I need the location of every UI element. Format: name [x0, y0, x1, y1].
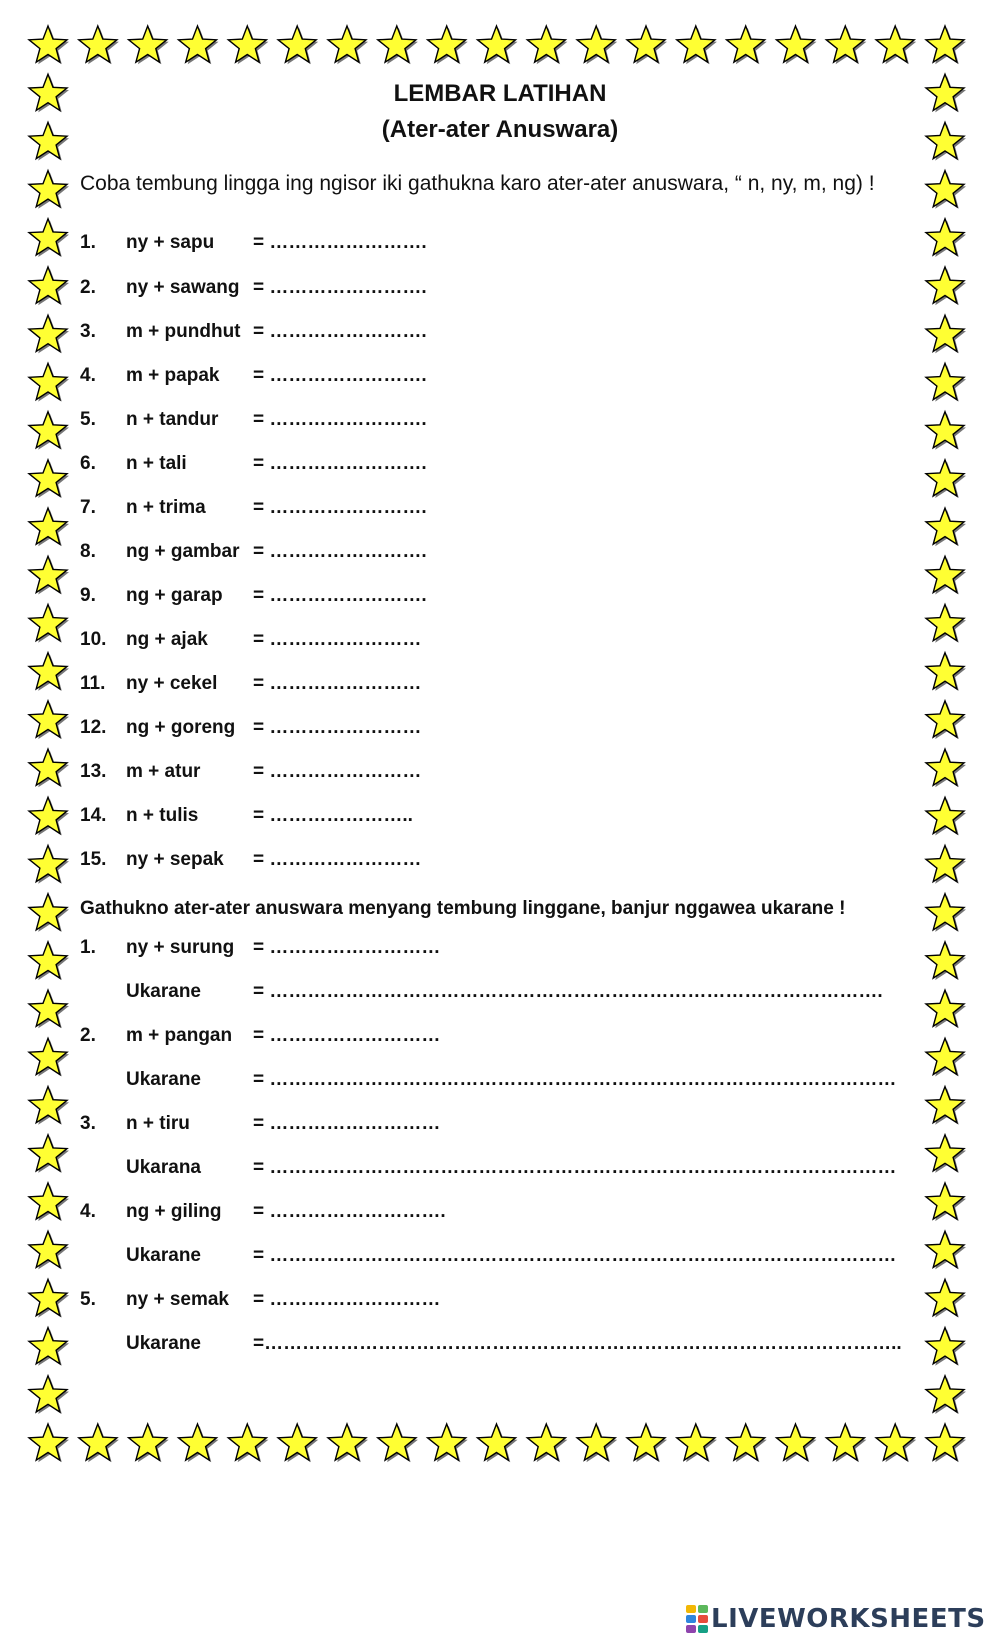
star-shadow	[230, 1426, 268, 1462]
star-icon	[926, 1135, 964, 1171]
star-shadow	[430, 1426, 468, 1462]
star-icon	[29, 605, 67, 641]
star-icon	[79, 26, 117, 62]
star-icon	[29, 315, 67, 351]
star-icon	[29, 1038, 67, 1074]
star-icon	[926, 605, 964, 641]
root-word: ng + ajak	[126, 629, 208, 650]
star-shadow	[181, 28, 219, 64]
logo-text: LIVEWORKSHEETS	[711, 1604, 986, 1634]
answer-blank[interactable]: = ………………………	[253, 1113, 441, 1134]
star-shadow	[679, 1426, 717, 1462]
star-shadow	[679, 28, 717, 64]
root-word: m + papak	[126, 365, 220, 386]
sentence-blank[interactable]: = …………………………………………………………………………………….	[253, 981, 883, 1002]
star-icon	[727, 26, 765, 62]
star-shadow	[81, 1426, 119, 1462]
star-shadow	[131, 1426, 169, 1462]
star-icon	[29, 701, 67, 737]
star-icon	[876, 1424, 914, 1460]
star-icon	[29, 797, 67, 833]
star-shadow	[131, 28, 169, 64]
star-icon	[876, 26, 914, 62]
star-shadow	[31, 944, 69, 980]
root-word: ng + goreng	[126, 717, 236, 738]
star-shadow	[579, 1426, 617, 1462]
star-icon	[29, 508, 67, 544]
star-shadow	[31, 848, 69, 884]
star-icon	[428, 1424, 466, 1460]
star-shadow	[928, 896, 966, 932]
star-shadow	[928, 414, 966, 450]
star-shadow	[330, 1426, 368, 1462]
star-icon	[79, 1424, 117, 1460]
star-shadow	[31, 28, 69, 64]
star-shadow	[31, 173, 69, 209]
star-icon	[129, 1424, 167, 1460]
star-icon	[677, 1424, 715, 1460]
star-shadow	[928, 365, 966, 401]
star-icon	[926, 990, 964, 1026]
star-icon	[926, 508, 964, 544]
star-shadow	[31, 655, 69, 691]
answer-blank[interactable]: = ………………………	[253, 1289, 441, 1310]
star-shadow	[928, 1233, 966, 1269]
star-shadow	[928, 510, 966, 546]
star-shadow	[928, 1330, 966, 1366]
star-icon	[926, 846, 964, 882]
sentence-blank[interactable]: = ………………………………………………………………………………………	[253, 1157, 897, 1178]
star-shadow	[280, 28, 318, 64]
sentence-blank[interactable]: = ………………………………………………………………………………………	[253, 1069, 897, 1090]
star-icon	[29, 749, 67, 785]
star-shadow	[280, 1426, 318, 1462]
star-icon	[926, 797, 964, 833]
star-shadow	[928, 655, 966, 691]
star-shadow	[31, 1281, 69, 1317]
item-number: 11.	[80, 673, 106, 694]
item-number: 7.	[80, 497, 96, 518]
star-icon	[228, 1424, 266, 1460]
star-shadow	[928, 173, 966, 209]
star-icon	[926, 363, 964, 399]
star-shadow	[928, 317, 966, 353]
sentence-blank[interactable]: =………………………………………………………………………………………..	[253, 1333, 902, 1354]
root-word: n + tulis	[126, 805, 199, 826]
star-icon	[29, 1231, 67, 1267]
star-shadow	[878, 1426, 916, 1462]
liveworksheets-logo	[686, 1603, 986, 1635]
root-word: m + pundhut	[126, 321, 241, 342]
star-icon	[478, 1424, 516, 1460]
star-shadow	[928, 1137, 966, 1173]
item-number: 8.	[80, 541, 96, 562]
answer-blank[interactable]: = …………………….	[253, 321, 427, 342]
star-shadow	[629, 1426, 667, 1462]
star-icon	[29, 653, 67, 689]
star-shadow	[31, 1426, 69, 1462]
root-word: ny + sepak	[126, 849, 224, 870]
instruction-part1: Coba tembung lingga ing ngisor iki gathukna karo ater-ater anuswara, “ n, ny, m, ng) !	[80, 172, 875, 195]
star-icon	[29, 1328, 67, 1364]
star-icon	[926, 556, 964, 592]
item-number: 1.	[80, 232, 96, 253]
star-icon	[926, 171, 964, 207]
star-shadow	[31, 751, 69, 787]
star-shadow	[31, 1185, 69, 1221]
star-shadow	[31, 896, 69, 932]
root-word: ny + sapu	[126, 232, 215, 253]
answer-blank[interactable]: = ……………………	[253, 849, 422, 870]
star-shadow	[928, 848, 966, 884]
star-icon	[378, 1424, 416, 1460]
star-icon	[129, 26, 167, 62]
star-icon	[179, 26, 217, 62]
root-word: n + trima	[126, 497, 206, 518]
star-shadow	[878, 28, 916, 64]
star-icon	[29, 846, 67, 882]
root-word: ng + garap	[126, 585, 223, 606]
root-word: ny + semak	[126, 1289, 229, 1310]
sentence-blank[interactable]: = ………………………………………………………………………………………	[253, 1245, 897, 1266]
star-icon	[926, 26, 964, 62]
item-number: 5.	[80, 1289, 96, 1310]
root-word: m + atur	[126, 761, 201, 782]
star-icon	[29, 1183, 67, 1219]
item-number: 14.	[80, 805, 107, 826]
answer-blank[interactable]: = …………………….	[253, 409, 427, 430]
star-shadow	[928, 703, 966, 739]
star-icon	[29, 1424, 67, 1460]
sentence-label: Ukarane	[126, 1245, 201, 1266]
star-icon	[926, 460, 964, 496]
answer-blank[interactable]: = …………………….	[253, 585, 427, 606]
root-word: ng + gambar	[126, 541, 240, 562]
answer-blank[interactable]: = …………………..	[253, 805, 413, 826]
star-icon	[577, 1424, 615, 1460]
star-shadow	[430, 28, 468, 64]
star-shadow	[81, 28, 119, 64]
root-word: ny + surung	[126, 937, 235, 958]
item-number: 3.	[80, 321, 96, 342]
star-shadow	[828, 28, 866, 64]
star-shadow	[529, 1426, 567, 1462]
item-number: 1.	[80, 937, 96, 958]
star-icon	[29, 219, 67, 255]
star-icon	[777, 1424, 815, 1460]
star-icon	[527, 26, 565, 62]
star-icon	[29, 1376, 67, 1412]
star-icon	[926, 267, 964, 303]
sentence-label: Ukarane	[126, 1069, 201, 1090]
star-shadow	[529, 28, 567, 64]
star-icon	[826, 1424, 864, 1460]
star-shadow	[779, 1426, 817, 1462]
root-word: ny + cekel	[126, 673, 218, 694]
star-shadow	[928, 1089, 966, 1125]
star-shadow	[31, 992, 69, 1028]
star-shadow	[629, 28, 667, 64]
star-shadow	[31, 1089, 69, 1125]
star-shadow	[928, 944, 966, 980]
answer-blank[interactable]: = …………………….	[253, 453, 427, 474]
star-shadow	[31, 799, 69, 835]
star-icon	[29, 1087, 67, 1123]
answer-blank[interactable]: = ……………………	[253, 761, 422, 782]
star-shadow	[31, 317, 69, 353]
star-icon	[926, 1087, 964, 1123]
worksheet-title: LEMBAR LATIHAN	[393, 80, 607, 107]
star-shadow	[380, 1426, 418, 1462]
star-icon	[29, 412, 67, 448]
item-number: 12.	[80, 717, 107, 738]
star-icon	[926, 1376, 964, 1412]
star-shadow	[31, 1040, 69, 1076]
root-word: n + tali	[126, 453, 187, 474]
item-number: 2.	[80, 277, 96, 298]
answer-blank[interactable]: = ……………………….	[253, 1201, 446, 1222]
star-shadow	[729, 28, 767, 64]
root-word: m + pangan	[126, 1025, 233, 1046]
star-shadow	[579, 28, 617, 64]
star-shadow	[928, 799, 966, 835]
star-icon	[677, 26, 715, 62]
star-shadow	[480, 28, 518, 64]
star-shadow	[31, 607, 69, 643]
star-icon	[478, 26, 516, 62]
star-icon	[29, 942, 67, 978]
star-shadow	[31, 414, 69, 450]
item-number: 4.	[80, 365, 96, 386]
star-icon	[179, 1424, 217, 1460]
item-number: 6.	[80, 453, 96, 474]
star-icon	[527, 1424, 565, 1460]
item-number: 15.	[80, 849, 107, 870]
star-icon	[926, 942, 964, 978]
star-shadow	[779, 28, 817, 64]
star-icon	[228, 26, 266, 62]
star-icon	[29, 990, 67, 1026]
item-number: 2.	[80, 1025, 96, 1046]
item-number: 3.	[80, 1113, 96, 1134]
star-shadow	[729, 1426, 767, 1462]
star-shadow	[230, 28, 268, 64]
answer-blank[interactable]: = ………………………	[253, 1025, 441, 1046]
star-shadow	[928, 1378, 966, 1414]
star-shadow	[928, 462, 966, 498]
star-icon	[428, 26, 466, 62]
root-word: n + tandur	[126, 409, 219, 430]
star-shadow	[31, 510, 69, 546]
star-icon	[29, 894, 67, 930]
answer-blank[interactable]: = …………………….	[253, 277, 427, 298]
answer-blank[interactable]: = ……………………	[253, 717, 422, 738]
star-icon	[328, 1424, 366, 1460]
star-icon	[328, 26, 366, 62]
star-icon	[926, 1328, 964, 1364]
star-icon	[926, 1424, 964, 1460]
star-icon	[926, 219, 964, 255]
star-icon	[627, 1424, 665, 1460]
star-icon	[926, 701, 964, 737]
star-icon	[926, 412, 964, 448]
star-icon	[29, 556, 67, 592]
star-icon	[29, 363, 67, 399]
sentence-label: Ukarane	[126, 981, 201, 1002]
item-number: 5.	[80, 409, 96, 430]
star-shadow	[31, 1378, 69, 1414]
answer-blank[interactable]: = ……………………	[253, 673, 422, 694]
root-word: ny + sawang	[126, 277, 240, 298]
star-shadow	[480, 1426, 518, 1462]
sentence-label: Ukarane	[126, 1333, 201, 1354]
star-shadow	[31, 558, 69, 594]
item-number: 10.	[80, 629, 107, 650]
star-shadow	[928, 992, 966, 1028]
star-icon	[29, 1135, 67, 1171]
star-shadow	[330, 28, 368, 64]
star-icon	[926, 1038, 964, 1074]
star-icon	[29, 26, 67, 62]
star-shadow	[928, 558, 966, 594]
logo-mark-icon	[686, 1605, 708, 1633]
star-icon	[577, 26, 615, 62]
answer-blank[interactable]: = …………………….	[253, 232, 427, 253]
star-icon	[727, 1424, 765, 1460]
star-icon	[926, 1279, 964, 1315]
star-shadow	[31, 269, 69, 305]
star-icon	[29, 267, 67, 303]
answer-blank[interactable]: = …………………….	[253, 497, 427, 518]
star-shadow	[181, 1426, 219, 1462]
answer-blank[interactable]: = ………………………	[253, 937, 441, 958]
answer-blank[interactable]: = …………………….	[253, 365, 427, 386]
star-icon	[777, 26, 815, 62]
star-icon	[926, 894, 964, 930]
star-shadow	[380, 28, 418, 64]
star-icon	[926, 749, 964, 785]
star-shadow	[928, 1426, 966, 1462]
root-word: ng + giling	[126, 1201, 222, 1222]
star-shadow	[31, 1137, 69, 1173]
item-number: 4.	[80, 1201, 96, 1222]
answer-blank[interactable]: = ……………………	[253, 629, 422, 650]
star-shadow	[928, 607, 966, 643]
answer-blank[interactable]: = …………………….	[253, 541, 427, 562]
star-shadow	[31, 1233, 69, 1269]
star-icon	[29, 171, 67, 207]
star-shadow	[31, 462, 69, 498]
root-word: n + tiru	[126, 1113, 190, 1134]
star-icon	[29, 1279, 67, 1315]
star-icon	[926, 315, 964, 351]
star-shadow	[928, 1185, 966, 1221]
star-icon	[378, 26, 416, 62]
star-icon	[627, 26, 665, 62]
star-icon	[278, 26, 316, 62]
item-number: 13.	[80, 761, 107, 782]
item-number: 9.	[80, 585, 96, 606]
star-shadow	[828, 1426, 866, 1462]
star-shadow	[31, 221, 69, 257]
star-shadow	[928, 28, 966, 64]
star-shadow	[31, 1330, 69, 1366]
star-icon	[29, 460, 67, 496]
star-icon	[926, 653, 964, 689]
instruction-part2: Gathukno ater-ater anuswara menyang tembung linggane, banjur nggawea ukarane !	[80, 898, 846, 919]
star-shadow	[31, 703, 69, 739]
worksheet-subtitle: (Ater-ater Anuswara)	[381, 116, 619, 143]
star-icon	[926, 1183, 964, 1219]
star-icon	[826, 26, 864, 62]
star-shadow	[928, 1040, 966, 1076]
star-shadow	[928, 1281, 966, 1317]
star-icon	[278, 1424, 316, 1460]
star-shadow	[928, 269, 966, 305]
star-shadow	[31, 365, 69, 401]
sentence-label: Ukarana	[126, 1157, 201, 1178]
star-shadow	[928, 751, 966, 787]
star-icon	[926, 1231, 964, 1267]
star-shadow	[928, 221, 966, 257]
